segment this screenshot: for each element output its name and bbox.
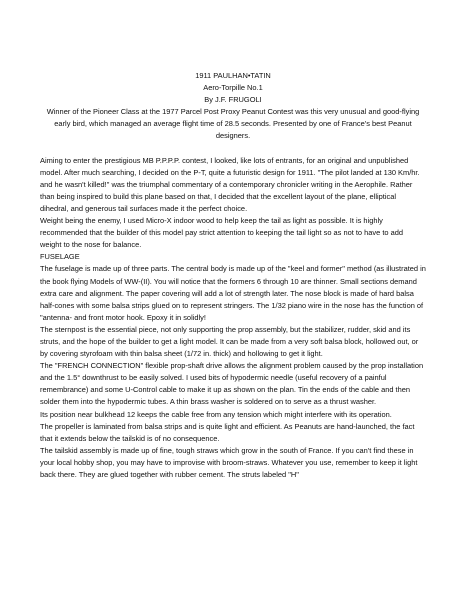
article-subtitle: Aero-Torpille No.1 [203,83,263,93]
article-header [40,70,426,106]
article-intro: Winner of the Pioneer Class at the 1977 Parcel Post Proxy Peanut Contest was this very unusual and good-flying early bird, which managed an average flight time of 28.5 seconds. Presented by one of France's best Peanut designers. [46,107,420,141]
paragraph: Aiming to enter the prestigious MB P.P.P.P. contest, I looked, like lots of entrants, for an original and unpublished model. After much searching, I decided on the P-T, quite a futuristic design for 1911. "The pilot landed at 130 Km/hr. and he wasn't killed!" was the triumphal commentary of a contemporary chronicler writing in the Aerophile. Rather than being inspired to build this plane based on that, I decided that the excellent layout of the plane, elliptical dihedral, and generous tail surfaces made it the perfect choice. [40,155,420,213]
paragraph-spacer [40,143,426,155]
paragraph: Weight being the enemy, I used Micro-X indoor wood to help keep the tail as light as possible. It is highly recommended that the builder of this model pay strict attention to keeping the tail light so as not to have to add weight to the nose for balance. [40,216,404,250]
paragraph: The tailskid assembly is made up of fine, tough straws which grow in the south of France. If you can't find these in your local hobby shop, you may have to improvise with broom-straws. Whatever you use, remember to keep it light back there. They are glued together with rubber cement. The struts labeled "H" [40,445,418,479]
paragraph: The "FRENCH CONNECTION" flexible prop-shaft drive allows the alignment problem caused by the prop installation and the 1.5° downthrust to be easily solved. I used bits of hypodermic needle (useful recovery of a painful remembrance) and some U-Control cable to make it up as shown on the plan. Tin the ends of the cable and then solder them into the hypodermic tubes. A thin brass washer is soldered on to serve as a thrust washer. [40,361,424,407]
paragraph: The sternpost is the essential piece, not only supporting the prop assembly, but the stabilizer, rudder, skid and its struts, and the hope of the builder to get a light model. It can be made from a very soft balsa block, hollowed out, or by covering styrofoam with thin balsa sheet (1/72 in. thick) and hollowing to get it light. [40,324,419,359]
paragraph: The propeller is laminated from balsa strips and is quite light and efficient. As Peanuts are hand-launched, the fact that it extends below the tailskid is of no consequence. [40,421,415,443]
section-heading-fuselage: FUSELAGE [40,252,80,262]
article-body [40,70,426,481]
paragraph: The fuselage is made up of three parts. The central body is made up of the "keel and former" method (as illustrated in the book flying Models of WW-(II). You will notice that the formers 6 through 10 are thinner. Small sections demand extra care and alignment. The paper covering will add a lot of strength later. The nose block is made of hard balsa half-cones with some balsa strips glued on to represent stringers. The 1/32 piano wire in the nose has the function of "antenna- and front motor hook. Epoxy it in solidly! [40,264,426,322]
article-title: 1911 PAULHAN•TATIN [195,71,271,80]
paragraph: Its position near bulkhead 12 keeps the cable free from any tension which might interfere with its operation. [40,409,392,419]
article-byline: By J.F. FRUGOLI [204,95,262,105]
